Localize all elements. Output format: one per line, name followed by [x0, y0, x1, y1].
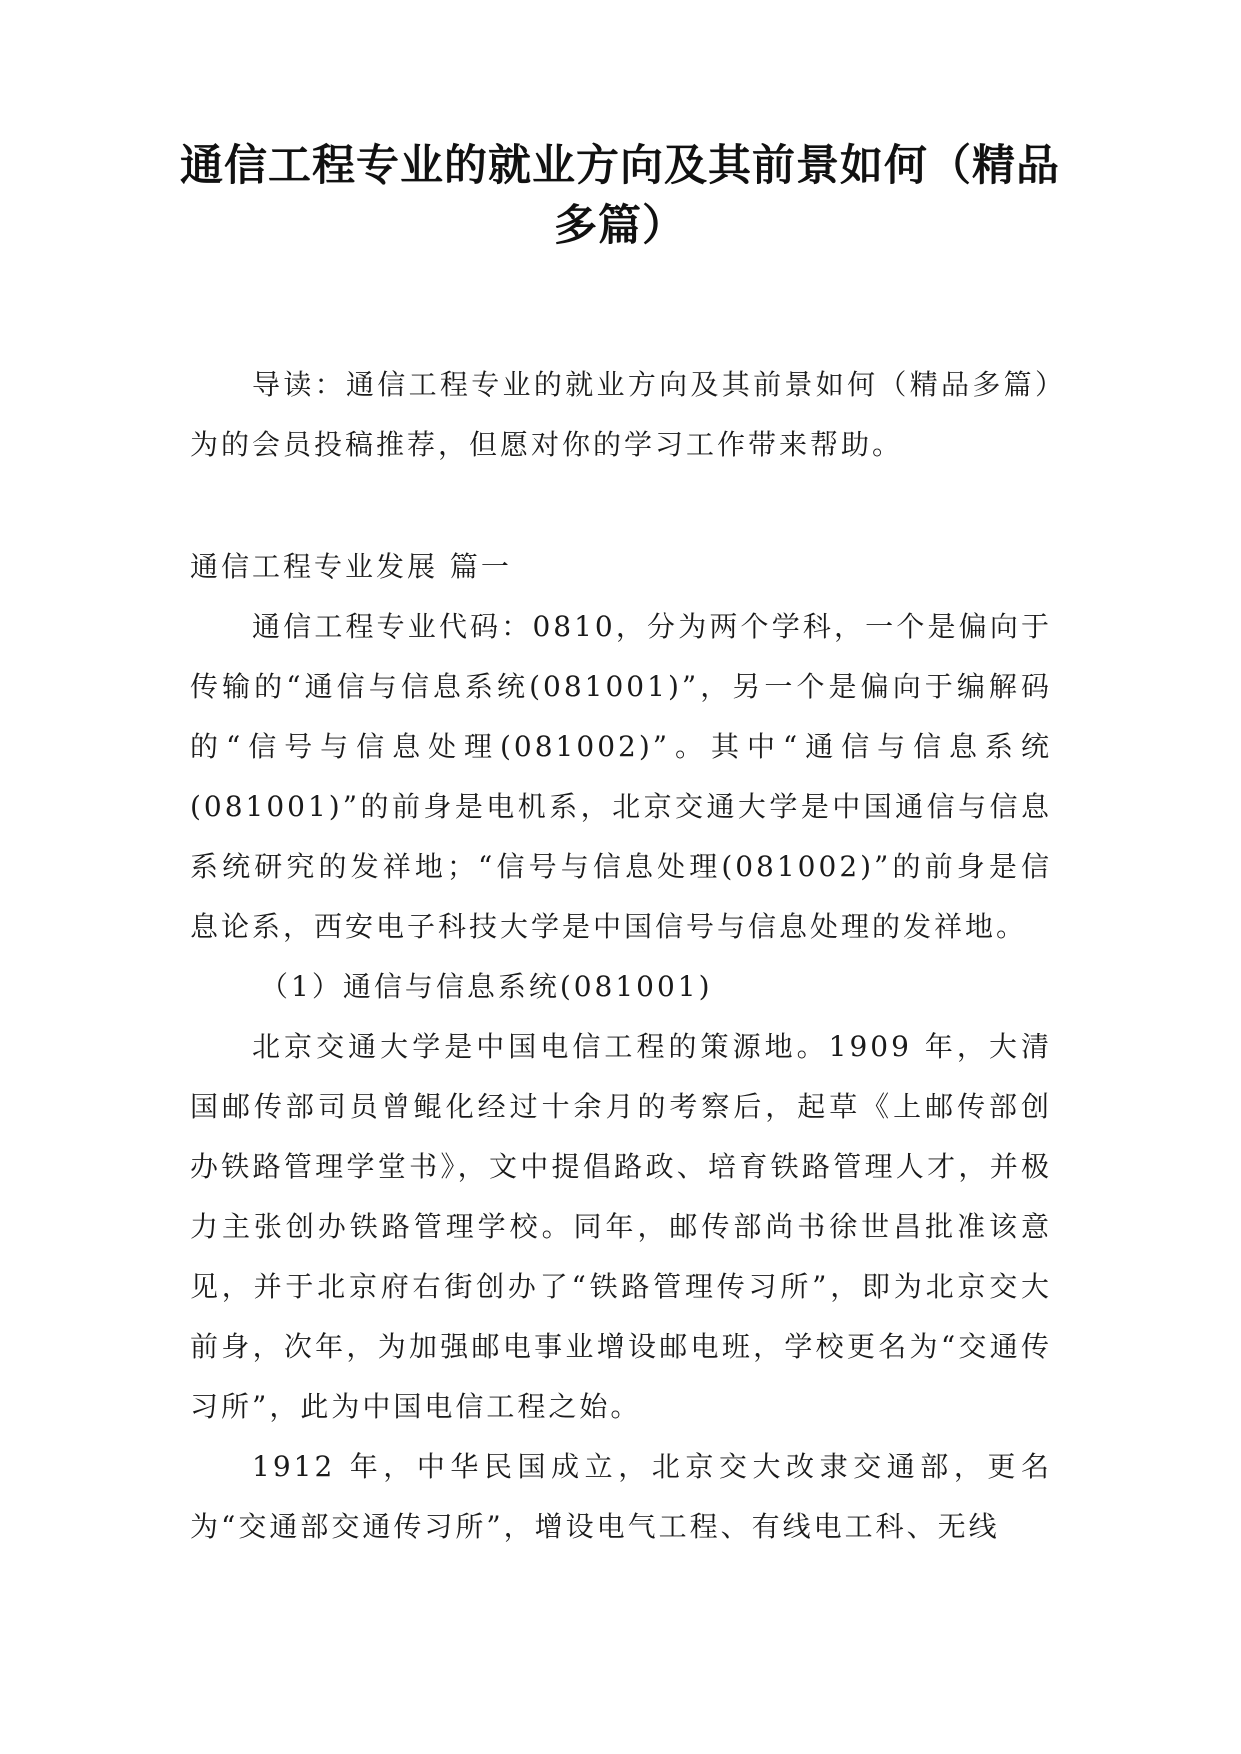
body-paragraph: 通信工程专业代码：0810，分为两个学科，一个是偏向于传输的“通信与信息系统(081001)”，另一个是偏向于编解码的“信号与信息处理(081002)”。其中“通信与信息系统(081001)”的前身是电机系，北京交通大学是中国通信与信息系统研究的发祥地；“信号与信息处理(081002)”的前身是信息论系，西安电子科技大学是中国信号与信息处理的发祥地。 — [190, 610, 1052, 943]
intro-paragraph: 导读：通信工程专业的就业方向及其前景如何（精品多篇）为的会员投稿推荐，但愿对你的学习工作带来帮助。 — [190, 368, 1052, 461]
body-paragraph: 北京交通大学是中国电信工程的策源地。1909 年，大清国邮传部司员曾鲲化经过十余月的考察后，起草《上邮传部创办铁路管理学堂书》，文中提倡路政、培育铁路管理人才，并极力主张创办铁路管理学校。同年，邮传部尚书徐世昌批准该意见，并于北京府右街创办了“铁路管理传习所”，即为北京交大前身，次年，为加强邮电事业增设邮电班，学校更名为“交通传习所”，此为中国电信工程之始。 — [190, 1030, 1052, 1423]
subsection-heading: （1）通信与信息系统(081001) — [260, 970, 713, 1003]
paragraph-spacer — [190, 475, 1052, 537]
document-title: 通信工程专业的就业方向及其前景如何（精品多篇） — [180, 141, 1060, 251]
section-heading: 通信工程专业发展 篇一 — [190, 550, 512, 583]
body-paragraph: 1912 年，中华民国成立，北京交大改隶交通部，更名为“交通部交通传习所”，增设电气工程、有线电工科、无线 — [190, 1450, 1052, 1543]
document-body — [190, 355, 1052, 1557]
